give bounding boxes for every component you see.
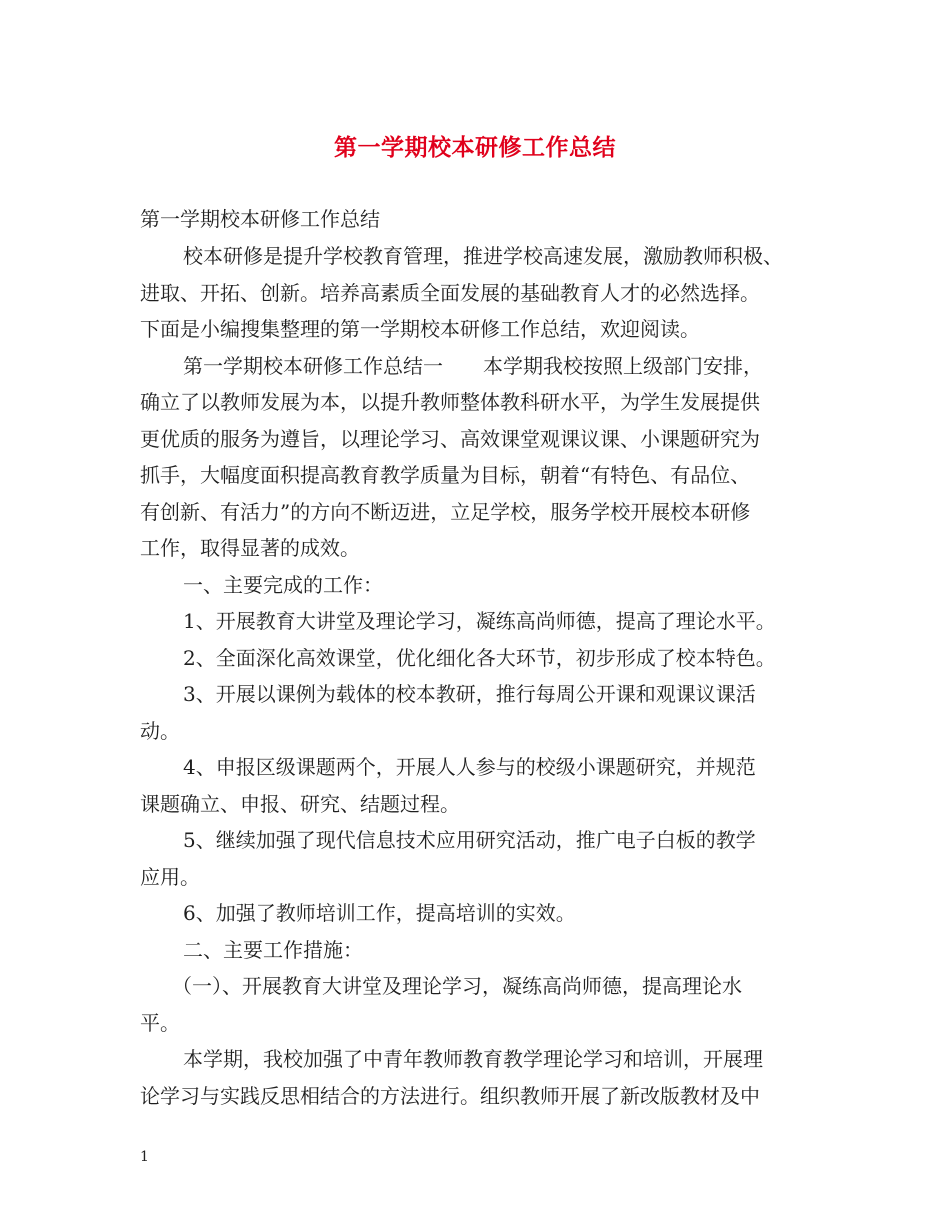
list-item: 4、申报区级课题两个，开展人人参与的校级小课题研究，并规范	[183, 755, 756, 779]
document-title: 第一学期校本研修工作总结	[334, 134, 616, 161]
list-item: 3、开展以课例为载体的校本教研，推行每周公开课和观课议课活	[183, 682, 756, 706]
text-line: 平。	[140, 1011, 180, 1035]
subsection-heading: （一）、开展教育大讲堂及理论学习，凝练高尚师德，提高理论水	[172, 974, 742, 998]
text-line: 第一学期校本研修工作总结一 本学期我校按照上级部门安排，	[183, 354, 763, 378]
text-line: 课题确立、申报、研究、结题过程。	[140, 792, 460, 816]
text-line: 下面是小编搜集整理的第一学期校本研修工作总结，欢迎阅读。	[140, 317, 700, 341]
list-item: 1、开展教育大讲堂及理论学习，凝练高尚师德，提高了理论水平。	[183, 609, 776, 633]
text-line: 抓手，大幅度面积提高教育教学质量为目标，朝着“有特色、有品位、	[140, 463, 751, 487]
list-item: 6、加强了教师培训工作，提高培训的实效。	[183, 901, 576, 925]
text-line: 第一学期校本研修工作总结	[140, 207, 380, 231]
list-item: 5、继续加强了现代信息技术应用研究活动，推广电子白板的教学	[183, 828, 756, 852]
text-line: 进取、开拓、创新。培养高素质全面发展的基础教育人才的必然选择。	[140, 281, 760, 305]
text-line: 工作，取得显著的成效。	[140, 536, 360, 560]
text-line: 动。	[140, 719, 180, 743]
text-line: 确立了以教师发展为本，以提升教师整体教科研水平，为学生发展提供	[140, 390, 760, 414]
text-line: 应用。	[140, 865, 200, 889]
text-line: 有创新、有活力”的方向不断迈进，立足学校，服务学校开展校本研修	[140, 500, 751, 524]
list-item: 2、全面深化高效课堂，优化细化各大环节，初步形成了校本特色。	[183, 646, 776, 670]
page-number: 1	[140, 1149, 149, 1165]
text-line: 论学习与实践反思相结合的方法进行。组织教师开展了新改版教材及中	[140, 1084, 760, 1108]
text-line: 校本研修是提升学校教育管理，推进学校高速发展，激励教师积极、	[183, 244, 783, 268]
text-line: 更优质的服务为遵旨，以理论学习、高效课堂观课议课、小课题研究为	[140, 427, 760, 451]
section-heading: 二、主要工作措施：	[183, 938, 363, 962]
text-line: 本学期，我校加强了中青年教师教育教学理论学习和培训，开展理	[183, 1047, 763, 1071]
section-heading: 一、主要完成的工作：	[183, 573, 383, 597]
